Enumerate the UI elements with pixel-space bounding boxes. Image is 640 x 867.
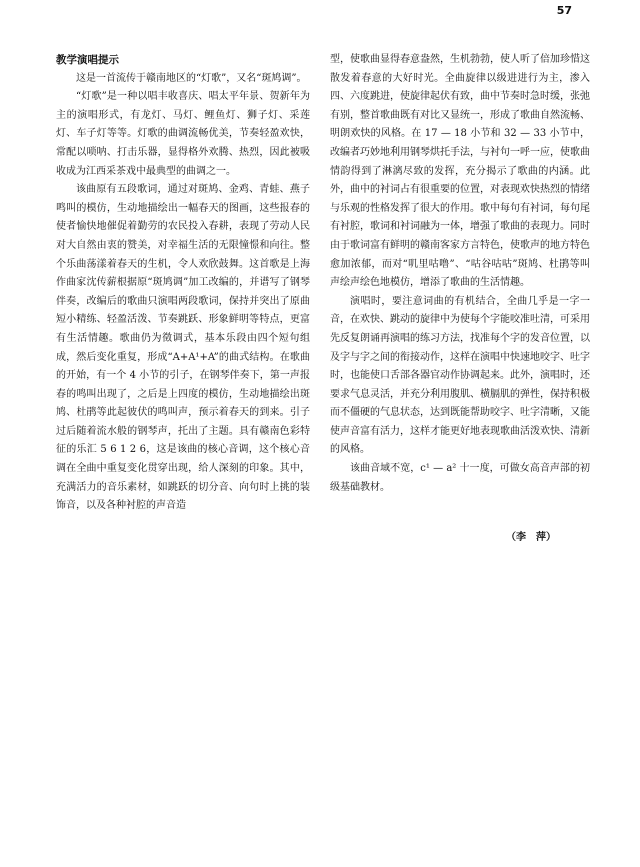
page-number: 57 bbox=[556, 4, 572, 17]
paragraph: 该曲音域不宽，c¹ — a² 十一度，可做女高音声部的初级基础教材。 bbox=[330, 463, 590, 493]
left-column bbox=[56, 51, 310, 516]
paragraph: 演唱时，要注意词曲的有机结合，全曲几乎是一字一音，在欢快、跳动的旋律中为使每个字能咬准吐清，可采用先反复朗诵再演唱的练习方法，找准每个字的发音位置，以及字与字之间的衔接动作，这样在演唱中快速地咬字、吐字时，也能使口舌部各器官动作协调起来。此外，演唱时，还要求气息灵活，并充分利用腹肌、横膈肌的弹性，保持积极而不僵硬的气息状态，达到既能帮助咬字、吐字清晰，又能使声音富有活力，这样才能更好地表现歌曲活泼欢快、清新的风格。 bbox=[330, 295, 590, 456]
paragraph: 型，使歌曲显得春意盎然，生机勃勃，使人听了倍加珍惜这散发着春意的大好时光。全曲旋律以级进进行为主，渗入四、六度跳进，使旋律起伏有致，曲中节奏时急时缓，张弛有别，整首歌曲既有对比又显统一，形成了歌曲自然流畅、明朗欢快的风格。在 17 — 18 小节和 32 — 33 小节中，改编者巧妙地利用钢琴烘托手法，与衬句一呼一应，使歌曲情韵得到了淋漓尽致的发挥，充分揭示了歌曲的内涵。此外，曲中的衬词占有很重要的位置，对表现欢快热烈的情绪与乐观的性格发挥了很大的作用。歌中每句有衬词，每句尾有衬腔，歌词和衬词融为一体，增强了歌曲的表现力。同时由于歌词富有鲜明的赣南客家方言特色，使歌声的地方特色愈加浓郁，而对“叽里咕噜”、“咕谷咕咕”斑鸠、杜鹃等叫声绘声绘色地模仿，增添了歌曲的生活情趣。 bbox=[330, 54, 590, 289]
right-column bbox=[330, 51, 590, 548]
paragraph: 该曲原有五段歌词，通过对斑鸠、金鸡、青蛙、燕子鸣叫的模仿，生动地描绘出一幅春天的图画，这些报春的使者愉快地催促着勤劳的农民投入春耕，表现了劳动人民对大自然由衷的赞美，对幸福生活的无限憧憬和向往。整个乐曲荡漾着春天的生机，令人欢欣鼓舞。这首歌是上海作曲家沈传薪根据原“斑鸠调”加工改编的，并谱写了钢琴伴奏，改编后的歌曲只演唱两段歌词，保持并突出了原曲短小精练、轻盈活泼、节奏跳跃、形象鲜明等特点，更富有生活情趣。歌曲仍为徵调式，基本乐段由四个短句组成，然后变化重复，形成“A+A¹+A”的曲式结构。在歌曲的开始，有一个 4 小节的引子，在钢琴伴奏下，第一声报春的鸣叫出现了，之后是上四度的模仿，生动地描绘出斑鸠、杜鹃等此起彼伏的鸣叫声，预示着春天的到来。引子过后随着流水般的钢琴声，托出了主题。具有赣南色彩特征的乐汇 5 6 1 2 6，这是该曲的核心音调，这个核心音调在全曲中重复变化贯穿出现，给人深刻的印象。其中，充满活力的音乐素材，如跳跃的切分音、向句时上挑的装饰音，以及各种衬腔的声音造 bbox=[56, 184, 310, 512]
section-heading: 教学演唱提示 bbox=[56, 54, 119, 66]
author-signature: （李 萍） bbox=[506, 532, 556, 544]
paragraph: 这是一首流传于赣南地区的“灯歌”，又名“斑鸠调”。 bbox=[76, 72, 307, 84]
paragraph: “灯歌”是一种以唱丰收喜庆、唱太平年景、贺新年为主的演唱形式，有龙灯、马灯、鲤鱼灯、狮子灯、采莲灯、车子灯等等。灯歌的曲调流畅优美，节奏轻盈欢快，常配以唢呐、打击乐器，显得格外欢腾、热烈，因此被吸收成为江西采茶戏中最典型的曲调之一。 bbox=[56, 91, 310, 177]
